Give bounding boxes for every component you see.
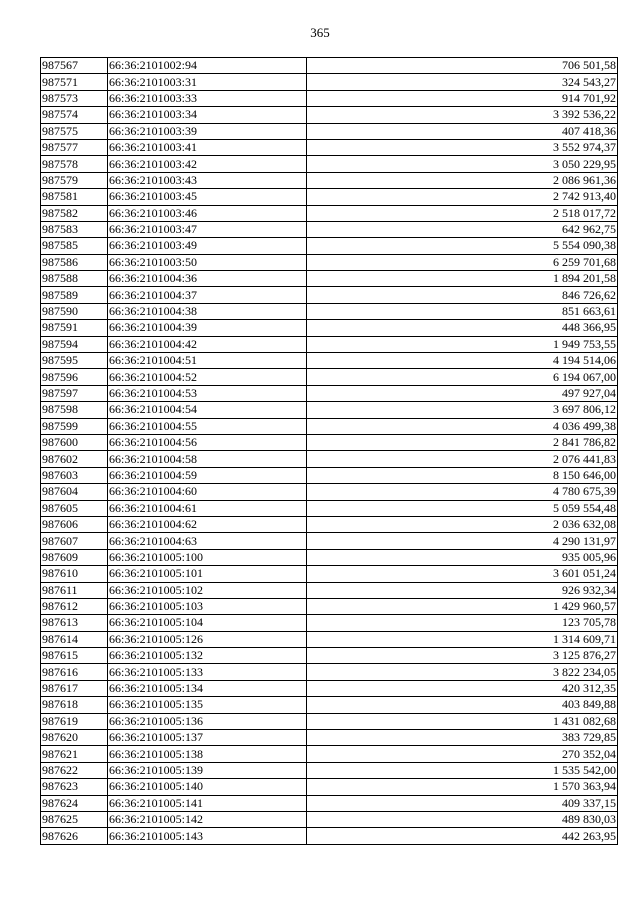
cadastral-value-cell: 407 418,36 bbox=[307, 123, 618, 139]
table-row bbox=[41, 762, 618, 778]
cadastral-number-cell: 66:36:2101004:37 bbox=[108, 287, 307, 303]
cadastral-value-cell: 914 701,92 bbox=[307, 90, 618, 106]
row-number-cell: 987591 bbox=[41, 320, 108, 336]
row-number-cell: 987599 bbox=[41, 418, 108, 434]
cadastral-value-cell: 4 036 499,38 bbox=[307, 418, 618, 434]
table-row bbox=[41, 90, 618, 106]
row-number-cell: 987567 bbox=[41, 58, 108, 74]
table-row bbox=[41, 549, 618, 565]
table-row bbox=[41, 680, 618, 696]
cadastral-value-cell: 8 150 646,00 bbox=[307, 467, 618, 483]
cadastral-number-cell: 66:36:2101004:36 bbox=[108, 271, 307, 287]
cadastral-value-cell: 6 259 701,68 bbox=[307, 254, 618, 270]
cadastral-number-cell: 66:36:2101005:140 bbox=[108, 779, 307, 795]
row-number-cell: 987582 bbox=[41, 205, 108, 221]
row-number-cell: 987590 bbox=[41, 303, 108, 319]
table-row bbox=[41, 336, 618, 352]
cadastral-value-cell: 4 194 514,06 bbox=[307, 353, 618, 369]
row-number-cell: 987589 bbox=[41, 287, 108, 303]
cadastral-number-cell: 66:36:2101004:51 bbox=[108, 353, 307, 369]
row-number-cell: 987594 bbox=[41, 336, 108, 352]
table-row bbox=[41, 205, 618, 221]
cadastral-value-cell: 5 059 554,48 bbox=[307, 500, 618, 516]
cadastral-number-cell: 66:36:2101005:141 bbox=[108, 795, 307, 811]
cadastral-value-cell: 2 036 632,08 bbox=[307, 516, 618, 532]
row-number-cell: 987604 bbox=[41, 484, 108, 500]
row-number-cell: 987610 bbox=[41, 566, 108, 582]
row-number-cell: 987607 bbox=[41, 533, 108, 549]
row-number-cell: 987596 bbox=[41, 369, 108, 385]
table-row bbox=[41, 828, 618, 844]
row-number-cell: 987614 bbox=[41, 631, 108, 647]
cadastral-number-cell: 66:36:2101003:41 bbox=[108, 139, 307, 155]
table-row bbox=[41, 189, 618, 205]
cadastral-value-cell: 3 601 051,24 bbox=[307, 566, 618, 582]
table-row bbox=[41, 123, 618, 139]
cadastral-number-cell: 66:36:2101004:55 bbox=[108, 418, 307, 434]
cadastral-number-cell: 66:36:2101004:42 bbox=[108, 336, 307, 352]
table-row bbox=[41, 287, 618, 303]
table-row bbox=[41, 74, 618, 90]
cadastral-number-cell: 66:36:2101003:33 bbox=[108, 90, 307, 106]
row-number-cell: 987574 bbox=[41, 107, 108, 123]
row-number-cell: 987581 bbox=[41, 189, 108, 205]
cadastral-value-cell: 3 697 806,12 bbox=[307, 402, 618, 418]
cadastral-value-cell: 4 780 675,39 bbox=[307, 484, 618, 500]
cadastral-value-cell: 123 705,78 bbox=[307, 615, 618, 631]
cadastral-number-cell: 66:36:2101005:134 bbox=[108, 680, 307, 696]
cadastral-value-cell: 3 125 876,27 bbox=[307, 648, 618, 664]
cadastral-value-cell: 324 543,27 bbox=[307, 74, 618, 90]
table-row bbox=[41, 467, 618, 483]
cadastral-number-cell: 66:36:2101004:63 bbox=[108, 533, 307, 549]
row-number-cell: 987585 bbox=[41, 238, 108, 254]
row-number-cell: 987623 bbox=[41, 779, 108, 795]
cadastral-value-cell: 1 570 363,94 bbox=[307, 779, 618, 795]
row-number-cell: 987618 bbox=[41, 697, 108, 713]
cadastral-value-cell: 1 431 082,68 bbox=[307, 713, 618, 729]
row-number-cell: 987625 bbox=[41, 811, 108, 827]
row-number-cell: 987600 bbox=[41, 434, 108, 450]
table-row bbox=[41, 172, 618, 188]
table-row bbox=[41, 746, 618, 762]
table-row bbox=[41, 156, 618, 172]
cadastral-number-cell: 66:36:2101004:60 bbox=[108, 484, 307, 500]
row-number-cell: 987588 bbox=[41, 271, 108, 287]
cadastral-value-cell: 6 194 067,00 bbox=[307, 369, 618, 385]
table-row bbox=[41, 500, 618, 516]
table-row bbox=[41, 254, 618, 270]
cadastral-number-cell: 66:36:2101003:46 bbox=[108, 205, 307, 221]
cadastral-number-cell: 66:36:2101005:135 bbox=[108, 697, 307, 713]
table-row bbox=[41, 369, 618, 385]
row-number-cell: 987603 bbox=[41, 467, 108, 483]
row-number-cell: 987609 bbox=[41, 549, 108, 565]
cadastral-value-cell: 497 927,04 bbox=[307, 385, 618, 401]
cadastral-value-cell: 2 742 913,40 bbox=[307, 189, 618, 205]
table-row bbox=[41, 664, 618, 680]
cadastral-value-cell: 926 932,34 bbox=[307, 582, 618, 598]
cadastral-number-cell: 66:36:2101004:58 bbox=[108, 451, 307, 467]
cadastral-value-cell: 403 849,88 bbox=[307, 697, 618, 713]
cadastral-number-cell: 66:36:2101004:54 bbox=[108, 402, 307, 418]
table-row bbox=[41, 533, 618, 549]
cadastral-value-cell: 1 429 960,57 bbox=[307, 598, 618, 614]
cadastral-value-cell: 2 086 961,36 bbox=[307, 172, 618, 188]
table-row bbox=[41, 598, 618, 614]
row-number-cell: 987578 bbox=[41, 156, 108, 172]
cadastral-value-cell: 846 726,62 bbox=[307, 287, 618, 303]
cadastral-number-cell: 66:36:2101005:137 bbox=[108, 730, 307, 746]
cadastral-number-cell: 66:36:2101005:132 bbox=[108, 648, 307, 664]
cadastral-number-cell: 66:36:2101004:53 bbox=[108, 385, 307, 401]
row-number-cell: 987571 bbox=[41, 74, 108, 90]
table-row bbox=[41, 516, 618, 532]
table-row bbox=[41, 221, 618, 237]
cadastral-value-cell: 2 518 017,72 bbox=[307, 205, 618, 221]
table-row bbox=[41, 238, 618, 254]
row-number-cell: 987579 bbox=[41, 172, 108, 188]
cadastral-number-cell: 66:36:2101004:61 bbox=[108, 500, 307, 516]
row-number-cell: 987620 bbox=[41, 730, 108, 746]
row-number-cell: 987611 bbox=[41, 582, 108, 598]
row-number-cell: 987615 bbox=[41, 648, 108, 664]
cadastral-value-cell: 3 050 229,95 bbox=[307, 156, 618, 172]
table-row bbox=[41, 697, 618, 713]
cadastral-value-cell: 448 366,95 bbox=[307, 320, 618, 336]
cadastral-number-cell: 66:36:2101005:139 bbox=[108, 762, 307, 778]
table-row bbox=[41, 648, 618, 664]
cadastral-number-cell: 66:36:2101005:138 bbox=[108, 746, 307, 762]
row-number-cell: 987613 bbox=[41, 615, 108, 631]
table-row bbox=[41, 385, 618, 401]
cadastral-value-cell: 3 392 536,22 bbox=[307, 107, 618, 123]
cadastral-value-cell: 1 949 753,55 bbox=[307, 336, 618, 352]
row-number-cell: 987575 bbox=[41, 123, 108, 139]
cadastral-number-cell: 66:36:2101003:49 bbox=[108, 238, 307, 254]
row-number-cell: 987617 bbox=[41, 680, 108, 696]
cadastral-value-cell: 2 841 786,82 bbox=[307, 434, 618, 450]
row-number-cell: 987598 bbox=[41, 402, 108, 418]
cadastral-number-cell: 66:36:2101003:43 bbox=[108, 172, 307, 188]
cadastral-number-cell: 66:36:2101005:100 bbox=[108, 549, 307, 565]
table-row bbox=[41, 271, 618, 287]
cadastral-number-cell: 66:36:2101003:34 bbox=[108, 107, 307, 123]
table-row bbox=[41, 434, 618, 450]
cadastral-value-cell: 642 962,75 bbox=[307, 221, 618, 237]
cadastral-number-cell: 66:36:2101004:56 bbox=[108, 434, 307, 450]
row-number-cell: 987612 bbox=[41, 598, 108, 614]
table-row bbox=[41, 402, 618, 418]
cadastral-value-cell: 5 554 090,38 bbox=[307, 238, 618, 254]
cadastral-value-cell: 270 352,04 bbox=[307, 746, 618, 762]
cadastral-number-cell: 66:36:2101004:62 bbox=[108, 516, 307, 532]
cadastral-number-cell: 66:36:2101003:31 bbox=[108, 74, 307, 90]
cadastral-number-cell: 66:36:2101005:102 bbox=[108, 582, 307, 598]
cadastral-number-cell: 66:36:2101004:38 bbox=[108, 303, 307, 319]
table-row bbox=[41, 139, 618, 155]
cadastral-value-cell: 4 290 131,97 bbox=[307, 533, 618, 549]
cadastral-number-cell: 66:36:2101005:103 bbox=[108, 598, 307, 614]
row-number-cell: 987586 bbox=[41, 254, 108, 270]
row-number-cell: 987597 bbox=[41, 385, 108, 401]
cadastral-number-cell: 66:36:2101004:59 bbox=[108, 467, 307, 483]
cadastral-value-cell: 851 663,61 bbox=[307, 303, 618, 319]
cadastral-number-cell: 66:36:2101003:42 bbox=[108, 156, 307, 172]
table-row bbox=[41, 353, 618, 369]
cadastral-number-cell: 66:36:2101002:94 bbox=[108, 58, 307, 74]
cadastral-value-cell: 383 729,85 bbox=[307, 730, 618, 746]
table-row bbox=[41, 58, 618, 74]
row-number-cell: 987626 bbox=[41, 828, 108, 844]
cadastral-number-cell: 66:36:2101003:50 bbox=[108, 254, 307, 270]
table-row bbox=[41, 107, 618, 123]
row-number-cell: 987616 bbox=[41, 664, 108, 680]
row-number-cell: 987583 bbox=[41, 221, 108, 237]
cadastral-number-cell: 66:36:2101005:143 bbox=[108, 828, 307, 844]
cadastral-number-cell: 66:36:2101004:52 bbox=[108, 369, 307, 385]
row-number-cell: 987595 bbox=[41, 353, 108, 369]
row-number-cell: 987619 bbox=[41, 713, 108, 729]
table-row bbox=[41, 811, 618, 827]
cadastral-number-cell: 66:36:2101005:142 bbox=[108, 811, 307, 827]
row-number-cell: 987621 bbox=[41, 746, 108, 762]
table-row bbox=[41, 730, 618, 746]
table-row bbox=[41, 566, 618, 582]
cadastral-number-cell: 66:36:2101005:133 bbox=[108, 664, 307, 680]
row-number-cell: 987622 bbox=[41, 762, 108, 778]
row-number-cell: 987606 bbox=[41, 516, 108, 532]
row-number-cell: 987573 bbox=[41, 90, 108, 106]
row-number-cell: 987602 bbox=[41, 451, 108, 467]
cadastral-value-cell: 2 076 441,83 bbox=[307, 451, 618, 467]
table-row bbox=[41, 320, 618, 336]
table-row bbox=[41, 779, 618, 795]
cadastral-number-cell: 66:36:2101003:45 bbox=[108, 189, 307, 205]
page-number: 365 bbox=[310, 25, 330, 40]
cadastral-value-cell: 3 822 234,05 bbox=[307, 664, 618, 680]
row-number-cell: 987577 bbox=[41, 139, 108, 155]
cadastral-value-cell: 3 552 974,37 bbox=[307, 139, 618, 155]
cadastral-value-cell: 1 894 201,58 bbox=[307, 271, 618, 287]
table-row bbox=[41, 631, 618, 647]
cadastral-number-cell: 66:36:2101004:39 bbox=[108, 320, 307, 336]
cadastral-value-cell: 1 535 542,00 bbox=[307, 762, 618, 778]
row-number-cell: 987605 bbox=[41, 500, 108, 516]
table-row bbox=[41, 451, 618, 467]
cadastral-value-cell: 935 005,96 bbox=[307, 549, 618, 565]
row-number-cell: 987624 bbox=[41, 795, 108, 811]
table-row bbox=[41, 303, 618, 319]
table-row bbox=[41, 713, 618, 729]
cadastral-number-cell: 66:36:2101003:47 bbox=[108, 221, 307, 237]
table-row bbox=[41, 615, 618, 631]
table-row bbox=[41, 582, 618, 598]
table-row bbox=[41, 418, 618, 434]
table-body bbox=[41, 58, 618, 845]
cadastral-value-cell: 420 312,35 bbox=[307, 680, 618, 696]
table-row bbox=[41, 484, 618, 500]
cadastral-value-cell: 409 337,15 bbox=[307, 795, 618, 811]
cadastral-number-cell: 66:36:2101005:126 bbox=[108, 631, 307, 647]
cadastral-value-cell: 1 314 609,71 bbox=[307, 631, 618, 647]
cadastral-value-cell: 489 830,03 bbox=[307, 811, 618, 827]
cadastral-number-cell: 66:36:2101005:136 bbox=[108, 713, 307, 729]
table-row bbox=[41, 795, 618, 811]
cadastral-value-table bbox=[40, 57, 618, 845]
cadastral-number-cell: 66:36:2101005:101 bbox=[108, 566, 307, 582]
cadastral-number-cell: 66:36:2101005:104 bbox=[108, 615, 307, 631]
cadastral-value-cell: 706 501,58 bbox=[307, 58, 618, 74]
cadastral-number-cell: 66:36:2101003:39 bbox=[108, 123, 307, 139]
cadastral-value-cell: 442 263,95 bbox=[307, 828, 618, 844]
